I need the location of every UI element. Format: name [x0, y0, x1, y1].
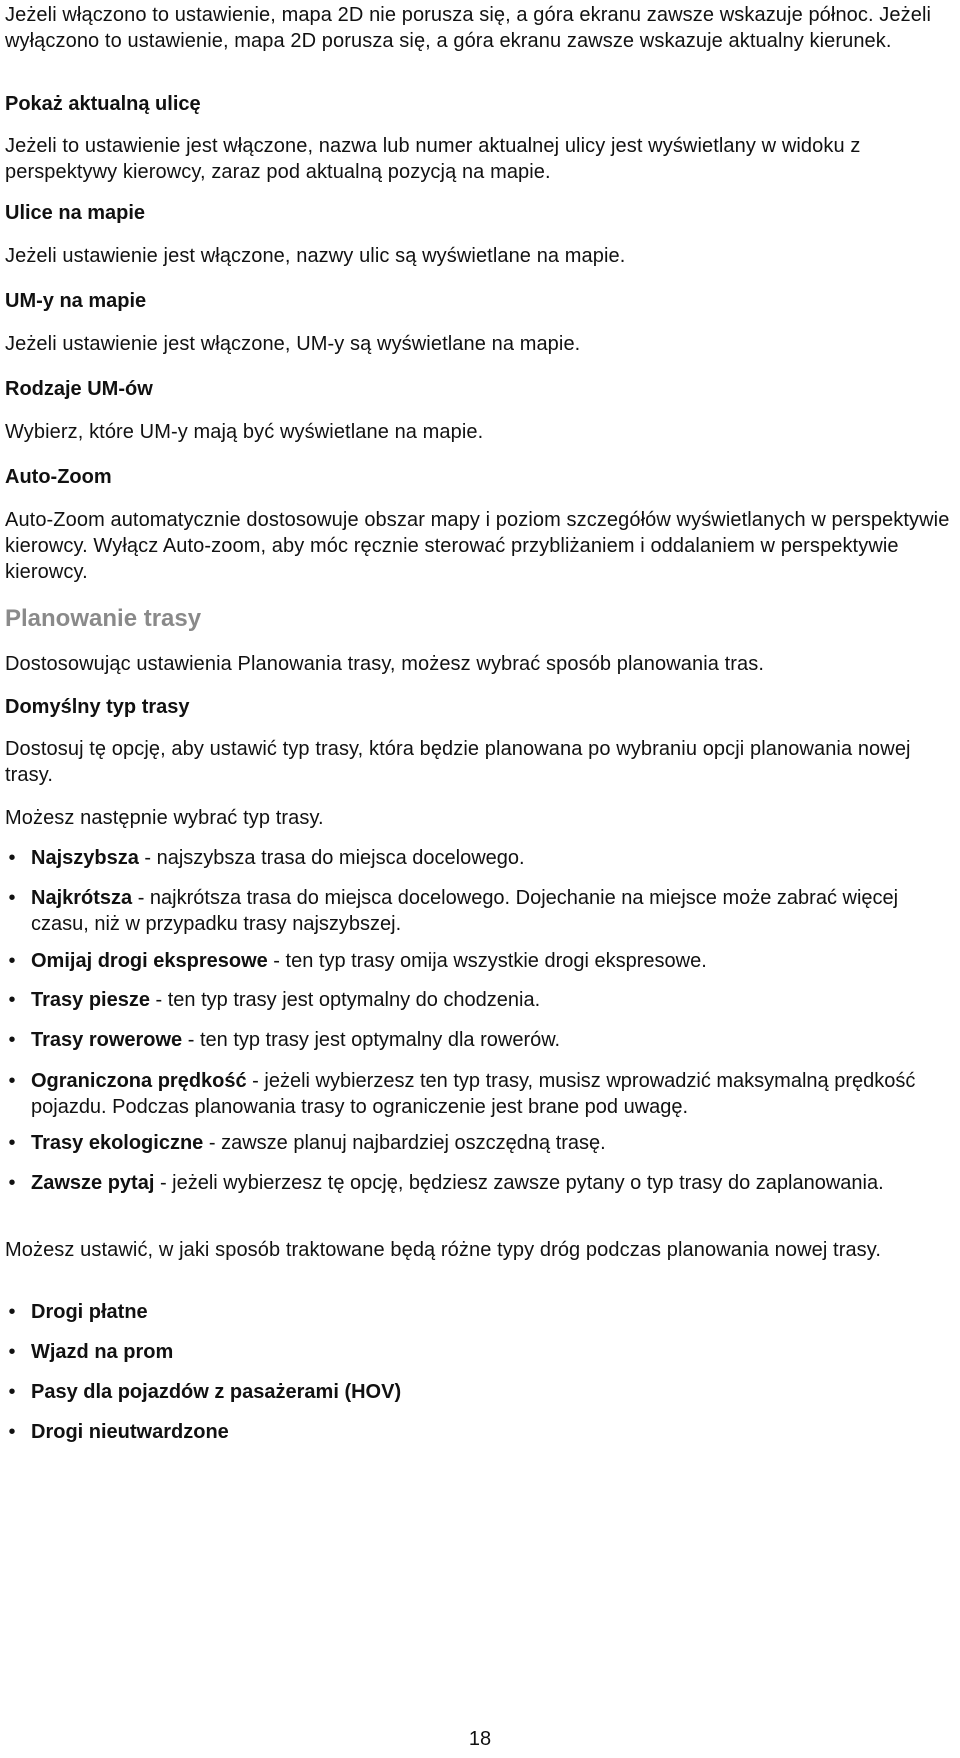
route-type-desc: - ten typ trasy omija wszystkie drogi ekspresowe. [267, 950, 707, 972]
route-type-desc: - najszybsza trasa do miejsca docelowego. [138, 847, 525, 869]
list-item [5, 885, 955, 937]
bullet-icon: • [8, 1070, 16, 1092]
route-type-desc: - jeżeli wybierzesz ten typ trasy, musisz wprowadzić maksymalną prędkość pojazdu. Podczas planowania trasy to ograniczenie jest brane pod uwagę. [31, 1070, 916, 1118]
route-type-term: Ograniczona prędkość [31, 1070, 247, 1092]
route-type-desc: - zawsze planuj najbardziej oszczędną trasę. [203, 1132, 606, 1154]
list-item [5, 845, 955, 871]
setting-title-auto-zoom: Auto-Zoom [5, 466, 112, 488]
list-item [5, 1339, 955, 1365]
list-item [5, 948, 955, 974]
bullet-icon: • [8, 1341, 16, 1363]
list-item [5, 1068, 955, 1120]
bullet-icon: • [8, 1132, 16, 1154]
page-number: 18 [468, 1728, 492, 1750]
route-type-desc: - jeżeli wybierzesz tę opcję, będziesz zawsze pytany o typ trasy do zaplanowania. [154, 1172, 884, 1194]
route-type-term: Omijaj drogi ekspresowe [31, 950, 268, 972]
road-type-term: Pasy dla pojazdów z pasażerami (HOV) [31, 1381, 402, 1403]
bullet-icon: • [8, 950, 16, 972]
list-item [5, 1379, 955, 1405]
default-route-type-text: Dostosuj tę opcję, aby ustawić typ trasy, która będzie planowana po wybraniu opcji planowania nowej trasy. [5, 738, 911, 786]
setting-title-poi-on-map: UM-y na mapie [5, 290, 147, 312]
list-item [5, 1419, 955, 1445]
bullet-icon: • [8, 1381, 16, 1403]
road-type-term: Drogi nieutwardzone [31, 1421, 229, 1443]
list-item [5, 1130, 955, 1156]
route-type-term: Trasy rowerowe [31, 1029, 183, 1051]
list-item [5, 1299, 955, 1325]
route-type-term: Trasy piesze [31, 989, 150, 1011]
default-route-type-title: Domyślny typ trasy [5, 696, 190, 718]
setting-text-poi-types: Wybierz, które UM-y mają być wyświetlane na mapie. [5, 421, 484, 443]
bullet-icon: • [8, 1172, 16, 1194]
north-up-paragraph: Jeżeli włączono to ustawienie, mapa 2D nie porusza się, a góra ekranu zawsze wskazuje północ. Jeżeli wyłączono to ustawienie, mapa 2D porusza się, a góra ekranu zawsze wskazuje aktualny kierunek. [5, 4, 932, 52]
bullet-icon: • [8, 847, 16, 869]
road-type-term: Drogi płatne [31, 1301, 148, 1323]
list-item [5, 1170, 955, 1196]
road-type-term: Wjazd na prom [31, 1341, 174, 1363]
bullet-icon: • [8, 1301, 16, 1323]
route-type-desc: - ten typ trasy jest optymalny dla rowerów. [182, 1029, 561, 1051]
setting-text-street-names: Jeżeli ustawienie jest włączone, nazwy ulic są wyświetlane na mapie. [5, 245, 626, 267]
setting-text-poi-on-map: Jeżeli ustawienie jest włączone, UM-y są wyświetlane na mapie. [5, 333, 581, 355]
route-type-desc: - ten typ trasy jest optymalny do chodzenia. [149, 989, 541, 1011]
setting-title-poi-types: Rodzaje UM-ów [5, 378, 153, 400]
route-type-term: Trasy ekologiczne [31, 1132, 204, 1154]
section-title-route-planning: Planowanie trasy [5, 605, 202, 632]
route-type-term: Najszybsza [31, 847, 139, 869]
road-types-text: Możesz ustawić, w jaki sposób traktowane będą różne typy dróg podczas planowania nowej trasy. [5, 1239, 882, 1261]
list-item [5, 987, 955, 1013]
route-type-term: Najkrótsza [31, 887, 133, 909]
setting-text-current-street: Jeżeli to ustawienie jest włączone, nazwa lub numer aktualnej ulicy jest wyświetlany w widoku z perspektywy kierowcy, zaraz pod aktualną pozycją na mapie. [5, 135, 861, 183]
list-item [5, 1027, 955, 1053]
route-planning-intro: Dostosowując ustawienia Planowania trasy, możesz wybrać sposób planowania tras. [5, 653, 765, 675]
bullet-icon: • [8, 1421, 16, 1443]
choose-route-type-text: Możesz następnie wybrać typ trasy. [5, 807, 324, 829]
bullet-icon: • [8, 1029, 16, 1051]
route-type-term: Zawsze pytaj [31, 1172, 155, 1194]
bullet-icon: • [8, 887, 16, 909]
bullet-icon: • [8, 989, 16, 1011]
route-type-desc: - najkrótsza trasa do miejsca docelowego. Dojechanie na miejsce może zabrać więcej czasu, niż w przypadku trasy najszybszej. [31, 887, 899, 935]
setting-title-street-names: Ulice na mapie [5, 202, 146, 224]
setting-title-current-street: Pokaż aktualną ulicę [5, 93, 201, 115]
setting-text-auto-zoom: Auto-Zoom automatycznie dostosowuje obszar mapy i poziom szczegółów wyświetlanych w perspektywie kierowcy. Wyłącz Auto-zoom, aby móc ręcznie sterować przybliżaniem i oddalaniem w perspektywie kierowcy. [5, 509, 950, 583]
